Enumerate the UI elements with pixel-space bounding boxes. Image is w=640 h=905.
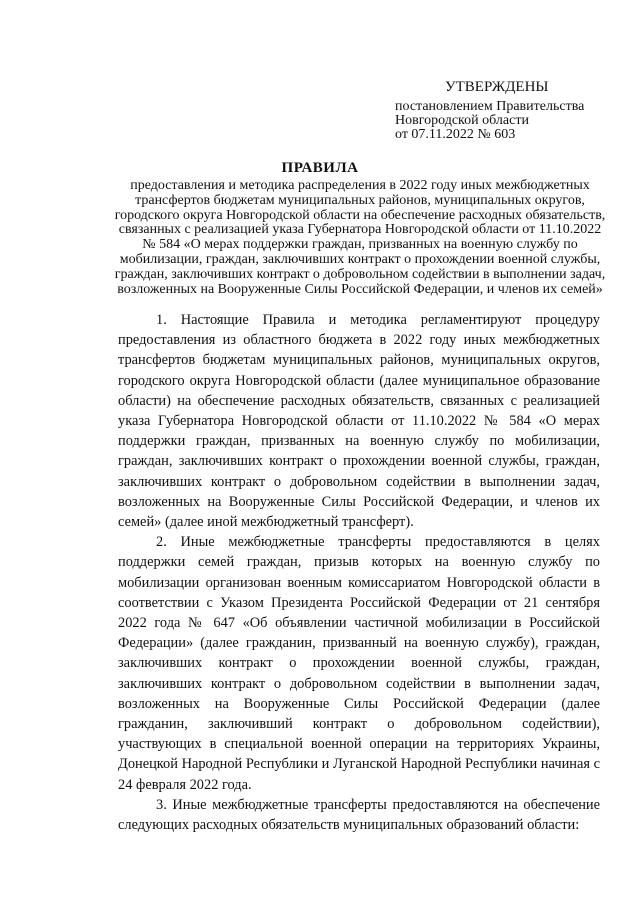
approval-line-3: от 07.11.2022 № 603 [395, 127, 516, 142]
approval-stamp [395, 80, 620, 142]
paragraph-3: 3. Иные межбюджетные трансферты предоставляются на обеспечение следующих расходных обязательств муниципальных образований области: [118, 796, 600, 834]
paragraph-1: 1. Настоящие Правила и методика регламентируют процедуру предоставления из областного бюджета в 2022 году иных межбюджетных трансфертов бюджетам муниципальных районов, муниципальных округов, городского округа Новгородской области (далее муниципальное образование области) на обеспечение расходных обязательств, связанных с реализацией указа Губернатора Новгородской области от 11.10.2022 № 584 «О мерах поддержки граждан, призванных на военную службу по мобилизации, граждан, заключивших контракт о прохождении военной службы, граждан, заключивших контракт о добровольном содействии в выполнении задач, возложенных на Вооруженные Силы Российской Федерации, и членов их семей» (далее иной межбюджетный трансферт). [118, 312, 600, 531]
document-body [118, 310, 600, 835]
approval-line-2: Новгородской области [395, 113, 529, 128]
paragraph-2: 2. Иные межбюджетные трансферты предоставляются в целях поддержки семей граждан, призыв которых на военную службу по мобилизации организован военным комиссариатом Новгородской области в соответствии с Указом Президента Российской Федерации от 21 сентября 2022 года № 647 «Об объявлении частичной мобилизации в Российской Федерации» (далее гражданин, призванный на военную службу), граждан, заключивших контракт о прохождении военной службы, граждан, заключивших контракт о добровольном содействии в выполнении задач, возложенных на Вооруженные Силы Российской Федерации (далее гражданин, заключивший контракт о добровольном содействии), участвующих в специальной военной операции на территориях Украины, Донецкой Народной Республики и Луганской Народной Республики начиная с 24 февраля 2022 года. [118, 534, 600, 793]
document-title: ПРАВИЛА [281, 160, 359, 176]
approval-line-1: постановлением Правительства [395, 99, 585, 114]
approval-heading: УТВЕРЖДЕНЫ [445, 79, 549, 95]
document-subtitle: предоставления и методика распределения в 2022 году иных межбюджетных трансфертов бюджетам муниципальных районов, муниципальных округов, городского округа Новгородской области на обеспечение расходных обязательств, связанных с реализацией указа Губернатора Новгородской области от 11.10.2022 № 584 «О мерах поддержки граждан, призванных на военную службу по мобилизации, граждан, заключивших контракт о прохождении военной службы, граждан, заключивших контракт о добровольном содействии в выполнении задач, возложенных на Вооруженные Силы Российской Федерации, и членов их семей» [114, 178, 606, 297]
